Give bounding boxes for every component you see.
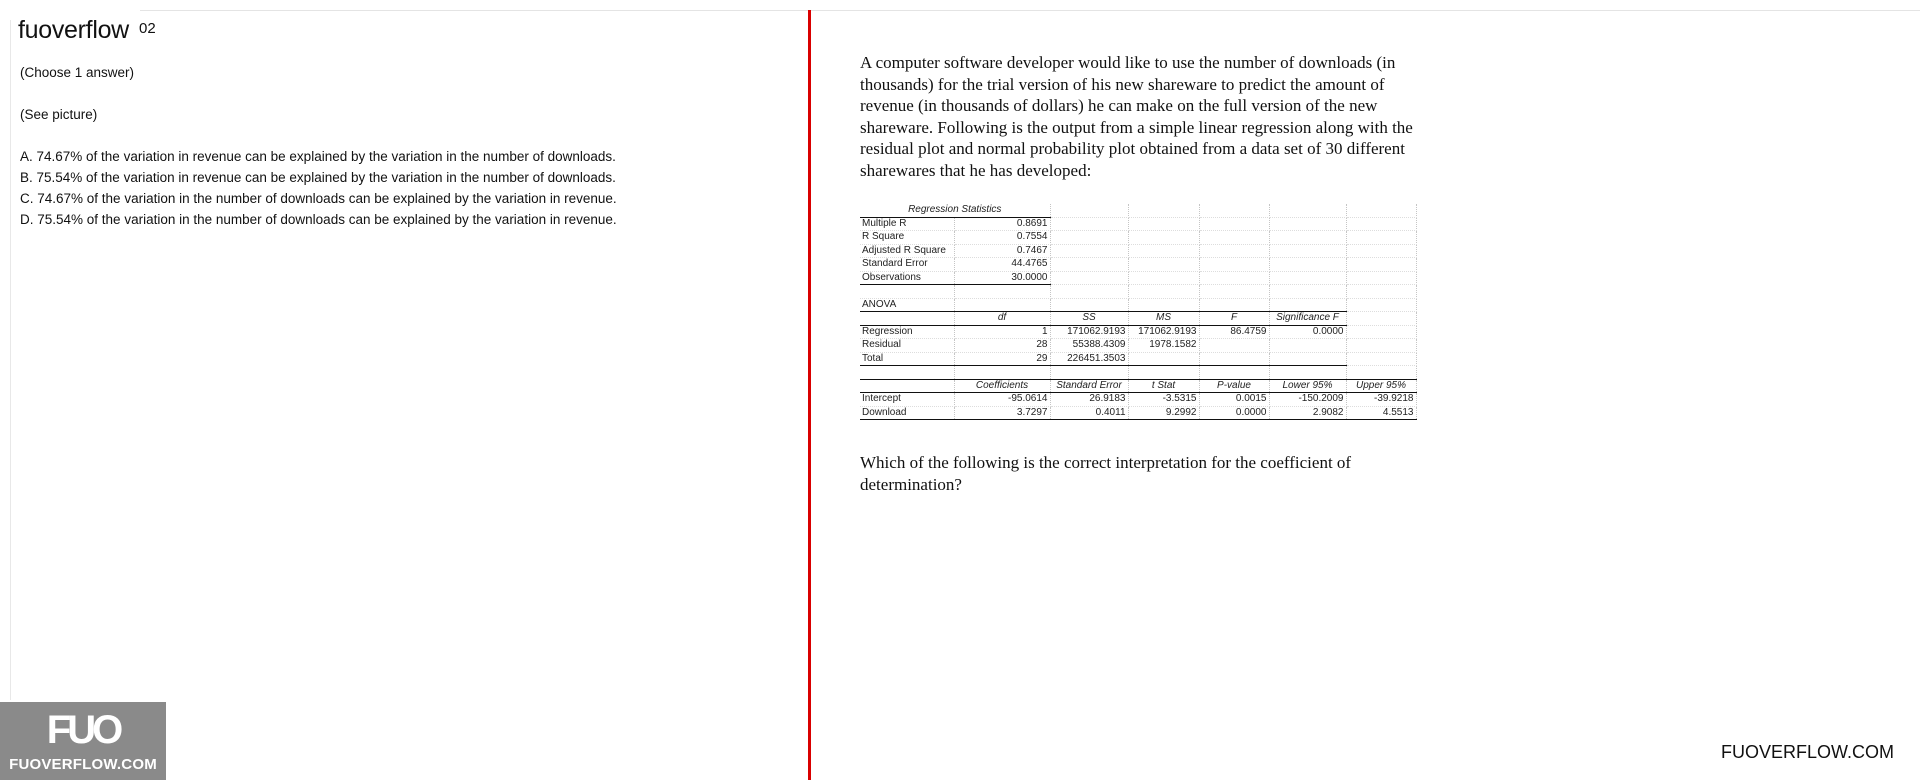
- answer-options: [20, 146, 800, 230]
- anova-row-label: Total: [860, 352, 954, 366]
- coef-cell: -95.0614: [954, 393, 1050, 407]
- stat-label: Observations: [860, 271, 954, 285]
- anova-cell: 171062.9193: [1050, 325, 1128, 339]
- coef-row-label: Intercept: [860, 393, 954, 407]
- logo-text: FUOVERFLOW.COM: [9, 756, 157, 773]
- anova-header: df: [954, 312, 1050, 326]
- question-intro: A computer software developer would like to use the number of downloads (in thousands) for the trial version of his new shareware to predict the amount of revenue (in thousands of dollars) he can make on the full version of the new shareware. Following is the output from a simple linear regression along with the residual plot and normal probability plot obtained from a data set of 30 different sharewares that he has developed:: [860, 53, 1413, 180]
- coef-header: Standard Error: [1050, 379, 1128, 393]
- stat-label: Multiple R: [860, 217, 954, 231]
- option-c[interactable]: C. 74.67% of the variation in the number of downloads can be explained by the variation in revenue.: [20, 191, 617, 206]
- regression-output-table: [860, 204, 1417, 420]
- anova-header: Significance F: [1269, 312, 1346, 326]
- anova-cell: 86.4759: [1199, 325, 1269, 339]
- anova-row-label: Residual: [860, 339, 954, 353]
- anova-cell: 0.0000: [1269, 325, 1346, 339]
- option-b[interactable]: B. 75.54% of the variation in revenue can be explained by the variation in the number of downloads.: [20, 170, 616, 185]
- choose-instruction: (Choose 1 answer): [20, 65, 135, 80]
- coef-cell: -3.5315: [1128, 393, 1199, 407]
- left-rule: [10, 20, 11, 700]
- coef-header: Coefficients: [954, 379, 1050, 393]
- coef-cell: 0.0015: [1199, 393, 1269, 407]
- coef-cell: 3.7297: [954, 406, 1050, 420]
- stat-value: 0.7554: [954, 231, 1050, 245]
- anova-title: ANOVA: [860, 298, 954, 312]
- anova-cell: 29: [954, 352, 1050, 366]
- anova-cell: 226451.3503: [1050, 352, 1128, 366]
- anova-cell: [1128, 352, 1199, 366]
- site-footer: FUOVERFLOW.COM: [1720, 742, 1894, 762]
- anova-cell: 171062.9193: [1128, 325, 1199, 339]
- coef-cell: -39.9218: [1346, 393, 1416, 407]
- top-rule: [140, 10, 1920, 11]
- coef-cell: 0.4011: [1050, 406, 1128, 420]
- regression-stats-title: Regression Statistics: [860, 204, 1050, 217]
- question-text: Which of the following is the correct interpretation for the coefficient of determination?: [860, 453, 1352, 494]
- coef-cell: 4.5513: [1346, 406, 1416, 420]
- anova-row-label: Regression: [860, 325, 954, 339]
- anova-cell: 28: [954, 339, 1050, 353]
- pane-divider: [808, 10, 811, 780]
- anova-cell: 55388.4309: [1050, 339, 1128, 353]
- stat-value: 44.4765: [954, 258, 1050, 272]
- anova-cell: 1: [954, 325, 1050, 339]
- coef-header: Lower 95%: [1269, 379, 1346, 393]
- coef-cell: -150.2009: [1269, 393, 1346, 407]
- answer-pane: [20, 62, 800, 230]
- anova-header: MS: [1128, 312, 1199, 326]
- option-a[interactable]: A. 74.67% of the variation in revenue can be explained by the variation in the number of downloads.: [20, 149, 616, 164]
- stat-label: Adjusted R Square: [860, 244, 954, 258]
- anova-cell: 1978.1582: [1128, 339, 1199, 353]
- stat-value: 30.0000: [954, 271, 1050, 285]
- stat-value: 0.8691: [954, 217, 1050, 231]
- coef-cell: 9.2992: [1128, 406, 1199, 420]
- coef-header: Upper 95%: [1346, 379, 1416, 393]
- brand-tail: 02: [139, 20, 156, 37]
- question-pane: [860, 52, 1440, 494]
- stat-label: R Square: [860, 231, 954, 245]
- stat-value: 0.7467: [954, 244, 1050, 258]
- see-picture-note: (See picture): [20, 107, 98, 122]
- fuo-logo: [0, 702, 166, 780]
- logo-mark: FUO: [46, 708, 120, 752]
- anova-cell: [1199, 339, 1269, 353]
- coef-cell: 0.0000: [1199, 406, 1269, 420]
- coef-header: t Stat: [1128, 379, 1199, 393]
- option-d[interactable]: D. 75.54% of the variation in the number of downloads can be explained by the variation in revenue.: [20, 212, 617, 227]
- anova-cell: [1269, 339, 1346, 353]
- coef-header: P-value: [1199, 379, 1269, 393]
- regression-output-image: [860, 204, 1416, 420]
- anova-header: SS: [1050, 312, 1128, 326]
- anova-cell: [1199, 352, 1269, 366]
- coef-cell: 2.9082: [1269, 406, 1346, 420]
- coef-cell: 26.9183: [1050, 393, 1128, 407]
- anova-cell: [1269, 352, 1346, 366]
- anova-header: F: [1199, 312, 1269, 326]
- coef-row-label: Download: [860, 406, 954, 420]
- stat-label: Standard Error: [860, 258, 954, 272]
- brand-title: fuoverflow: [18, 16, 129, 44]
